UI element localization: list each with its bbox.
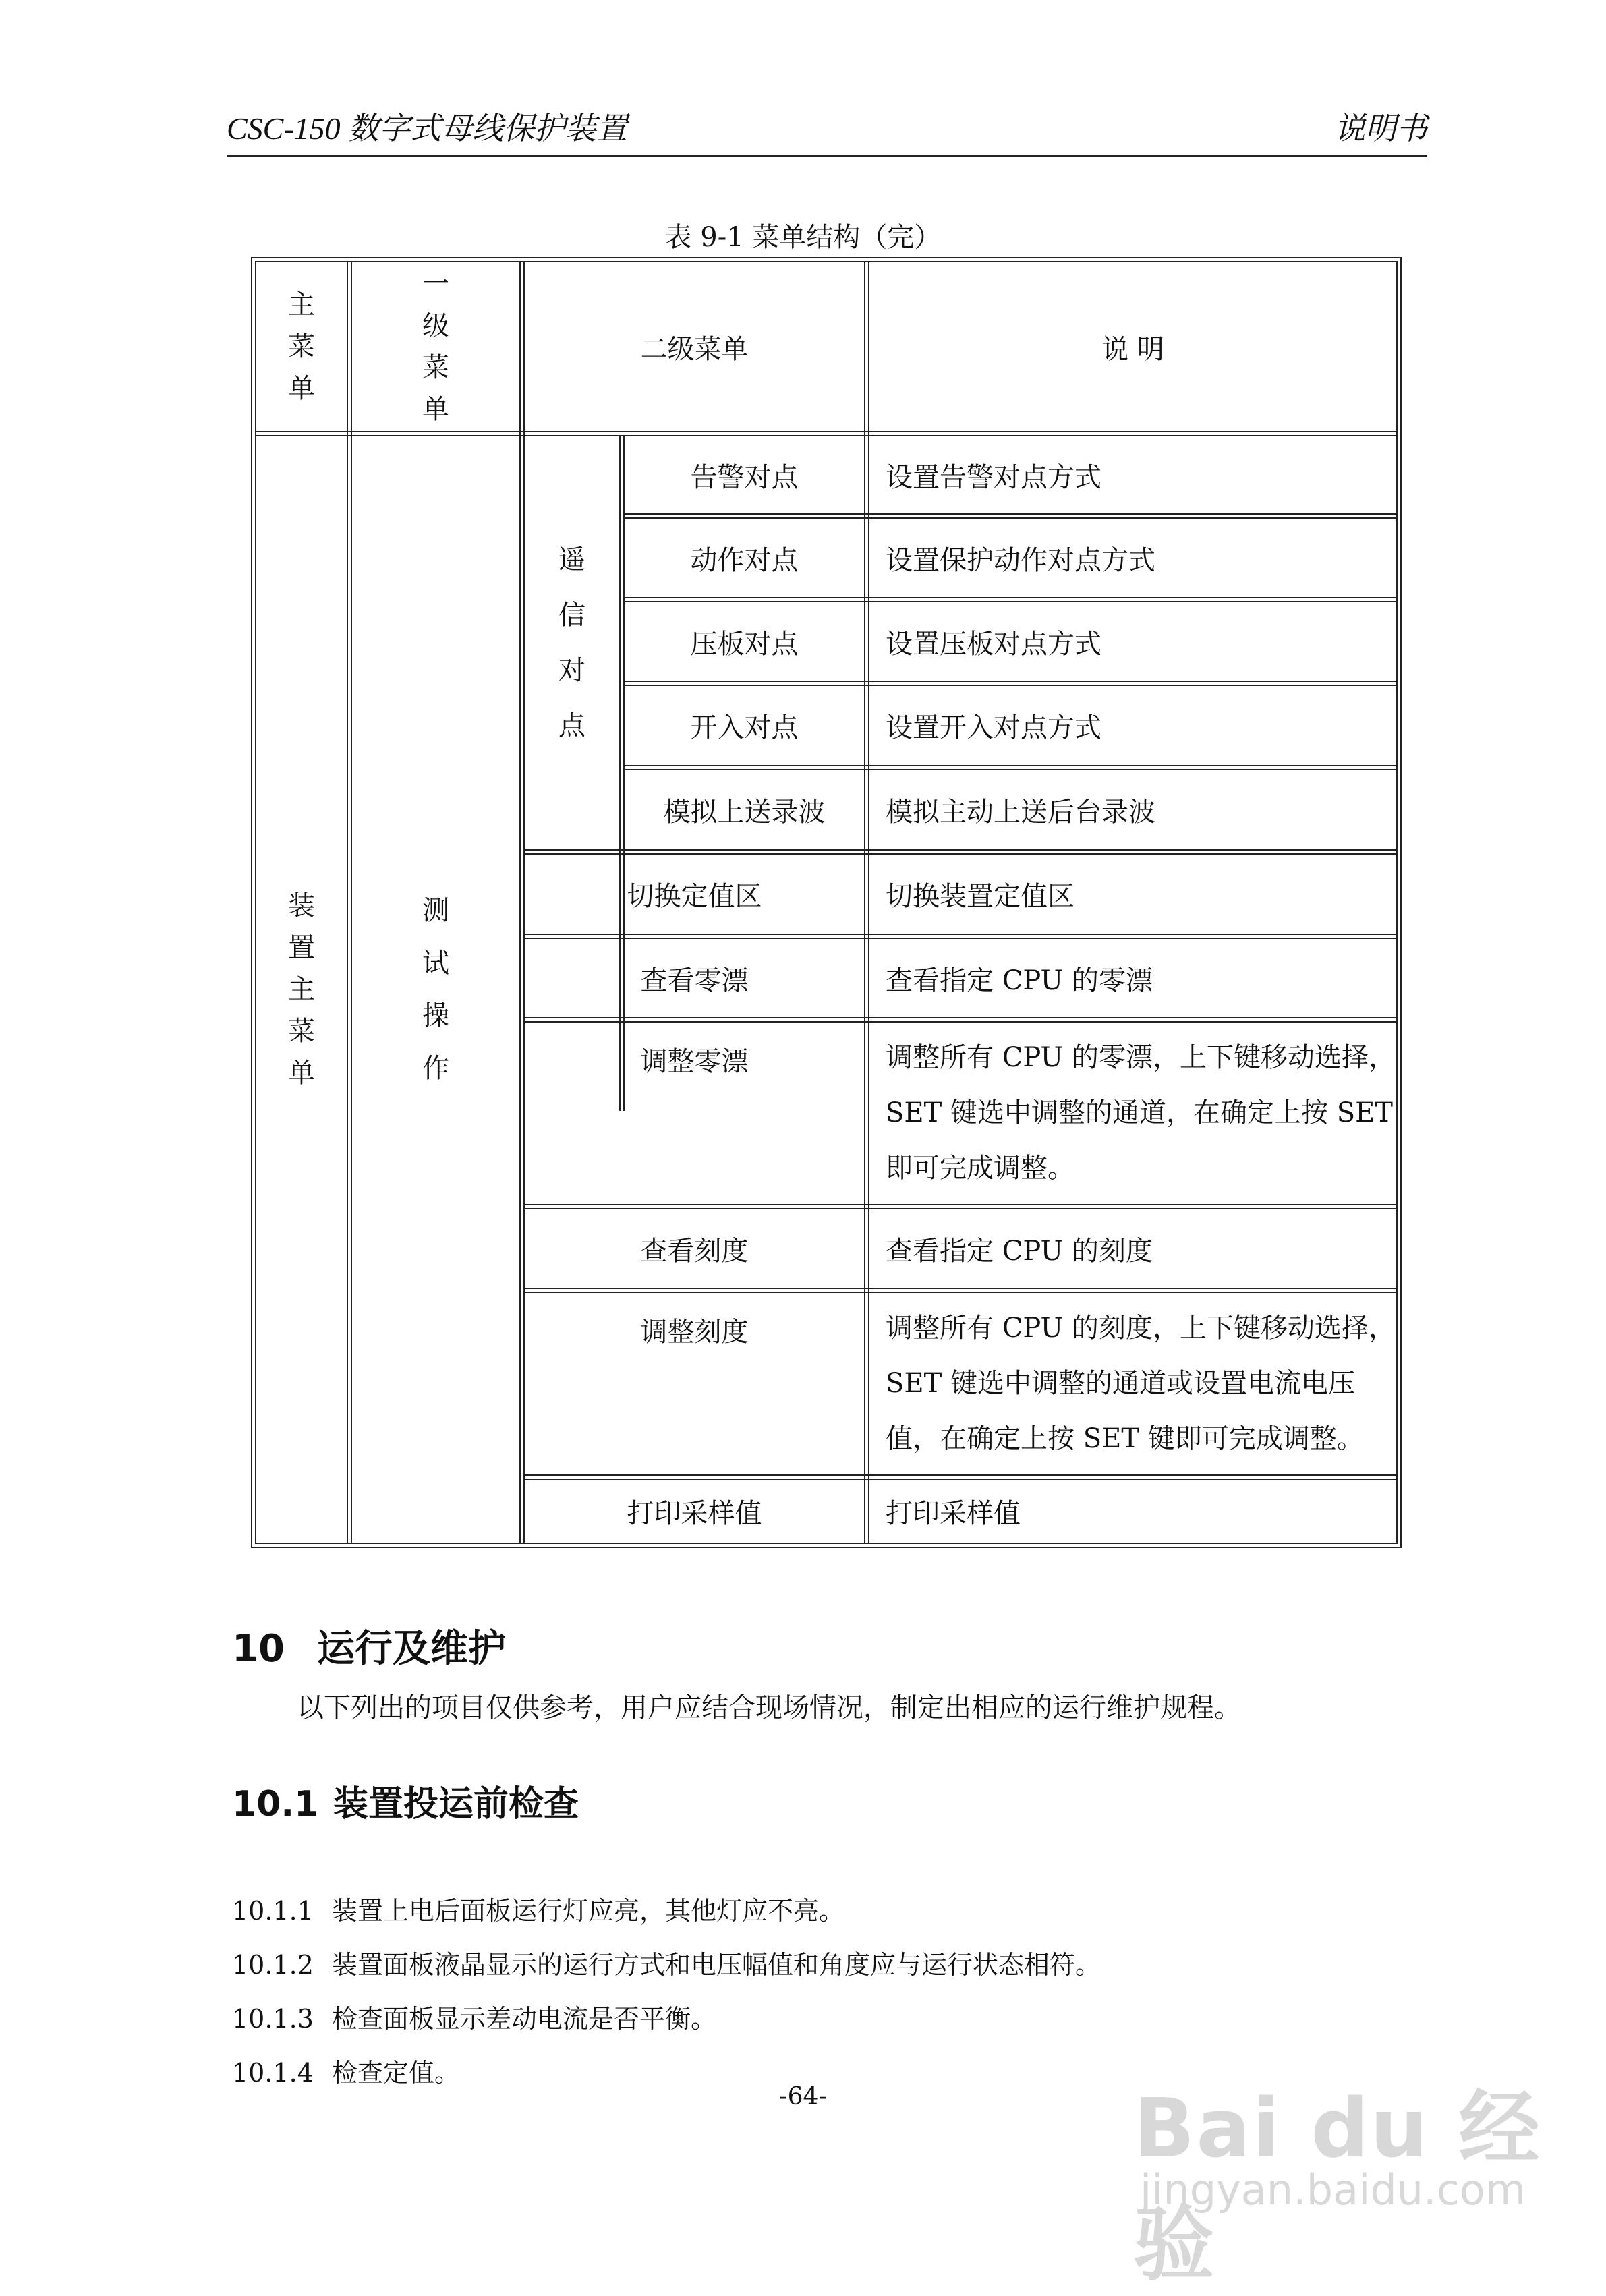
- section-intro: 以下列出的项目仅供参考，用户应结合现场情况，制定出相应的运行维护规程。: [297, 1692, 1241, 1723]
- section-number: 10: [232, 1627, 285, 1671]
- group-row-desc: 设置压板对点方式: [886, 628, 1101, 660]
- remote-signal-group-cell: 遥信对点: [558, 544, 585, 741]
- watermark-url: jingyan.baidu.com: [1140, 2165, 1526, 2214]
- table-caption: 表 9-1 菜单结构（完）: [664, 222, 942, 253]
- header-level2-menu: 二级菜单: [640, 333, 749, 365]
- section-heading: [232, 1619, 506, 1673]
- baidu-watermark: [1133, 2057, 1551, 2292]
- row-desc: 切换装置定值区: [886, 881, 1074, 912]
- group-row-name: 模拟上送录波: [663, 797, 826, 828]
- row-desc: 打印采样值: [886, 1498, 1021, 1529]
- check-item: 10.1.4 检查定值。: [232, 2058, 461, 2088]
- level1-menu-cell: 测试操作: [422, 895, 449, 1084]
- section-title: 运行及维护: [317, 1627, 506, 1671]
- group-row-name: 告警对点: [690, 461, 799, 493]
- header-main-menu: 主菜单: [288, 289, 315, 404]
- group-row-name: 动作对点: [690, 544, 799, 576]
- row-name: 切换定值区: [627, 881, 762, 912]
- header-doc-type: 说明书: [1334, 111, 1427, 146]
- row-desc: 查看指定 CPU 的刻度: [886, 1235, 1153, 1267]
- menu-structure-table: [251, 257, 1402, 1548]
- header-description: 说 明: [1101, 333, 1164, 365]
- header-title: CSC-150 数字式母线保护装置: [227, 111, 628, 146]
- group-row-desc: 设置保护动作对点方式: [886, 544, 1155, 576]
- check-item: 10.1.1 装置上电后面板运行灯应亮，其他灯应不亮。: [232, 1896, 845, 1926]
- watermark-brand: Bai du 经验: [1133, 2082, 1541, 2292]
- row-desc: 查看指定 CPU 的零漂: [886, 965, 1153, 996]
- group-row-name: 开入对点: [690, 712, 799, 743]
- group-row-name: 压板对点: [690, 628, 799, 660]
- subsection-number: 10.1: [232, 1784, 319, 1825]
- row-name: 打印采样值: [627, 1498, 762, 1529]
- row-name: 查看零漂: [640, 965, 749, 996]
- group-row-desc: 设置开入对点方式: [886, 712, 1101, 743]
- row-name: 调整刻度: [640, 1317, 749, 1348]
- subsection-title: 装置投运前检查: [333, 1784, 579, 1825]
- row-name: 调整零漂: [640, 1046, 749, 1077]
- check-item: 10.1.2 装置面板液晶显示的运行方式和电压幅值和角度应与运行状态相符。: [232, 1950, 1101, 1980]
- row-desc: 调整所有 CPU 的零漂，上下键移动选择， SET 键选中调整的通道，在确定上按 SET 即可完成调整。: [886, 1042, 1396, 1184]
- group-row-desc: 设置告警对点方式: [886, 461, 1101, 493]
- row-desc: 调整所有 CPU 的刻度，上下键移动选择， SET 键选中调整的通道或设置电流电压 值，在确定上按 SET 键即可完成调整。: [886, 1313, 1396, 1454]
- row-name: 查看刻度: [640, 1235, 749, 1267]
- page-header: [227, 108, 1427, 157]
- header-level1-menu: 一级菜单: [422, 268, 449, 425]
- main-menu-cell: 装置主菜单: [288, 890, 315, 1089]
- page-number: -64-: [779, 2083, 827, 2111]
- group-row-desc: 模拟主动上送后台录波: [886, 797, 1155, 828]
- subsection-heading: [232, 1775, 579, 1826]
- check-item: 10.1.3 检查面板显示差动电流是否平衡。: [232, 2004, 717, 2034]
